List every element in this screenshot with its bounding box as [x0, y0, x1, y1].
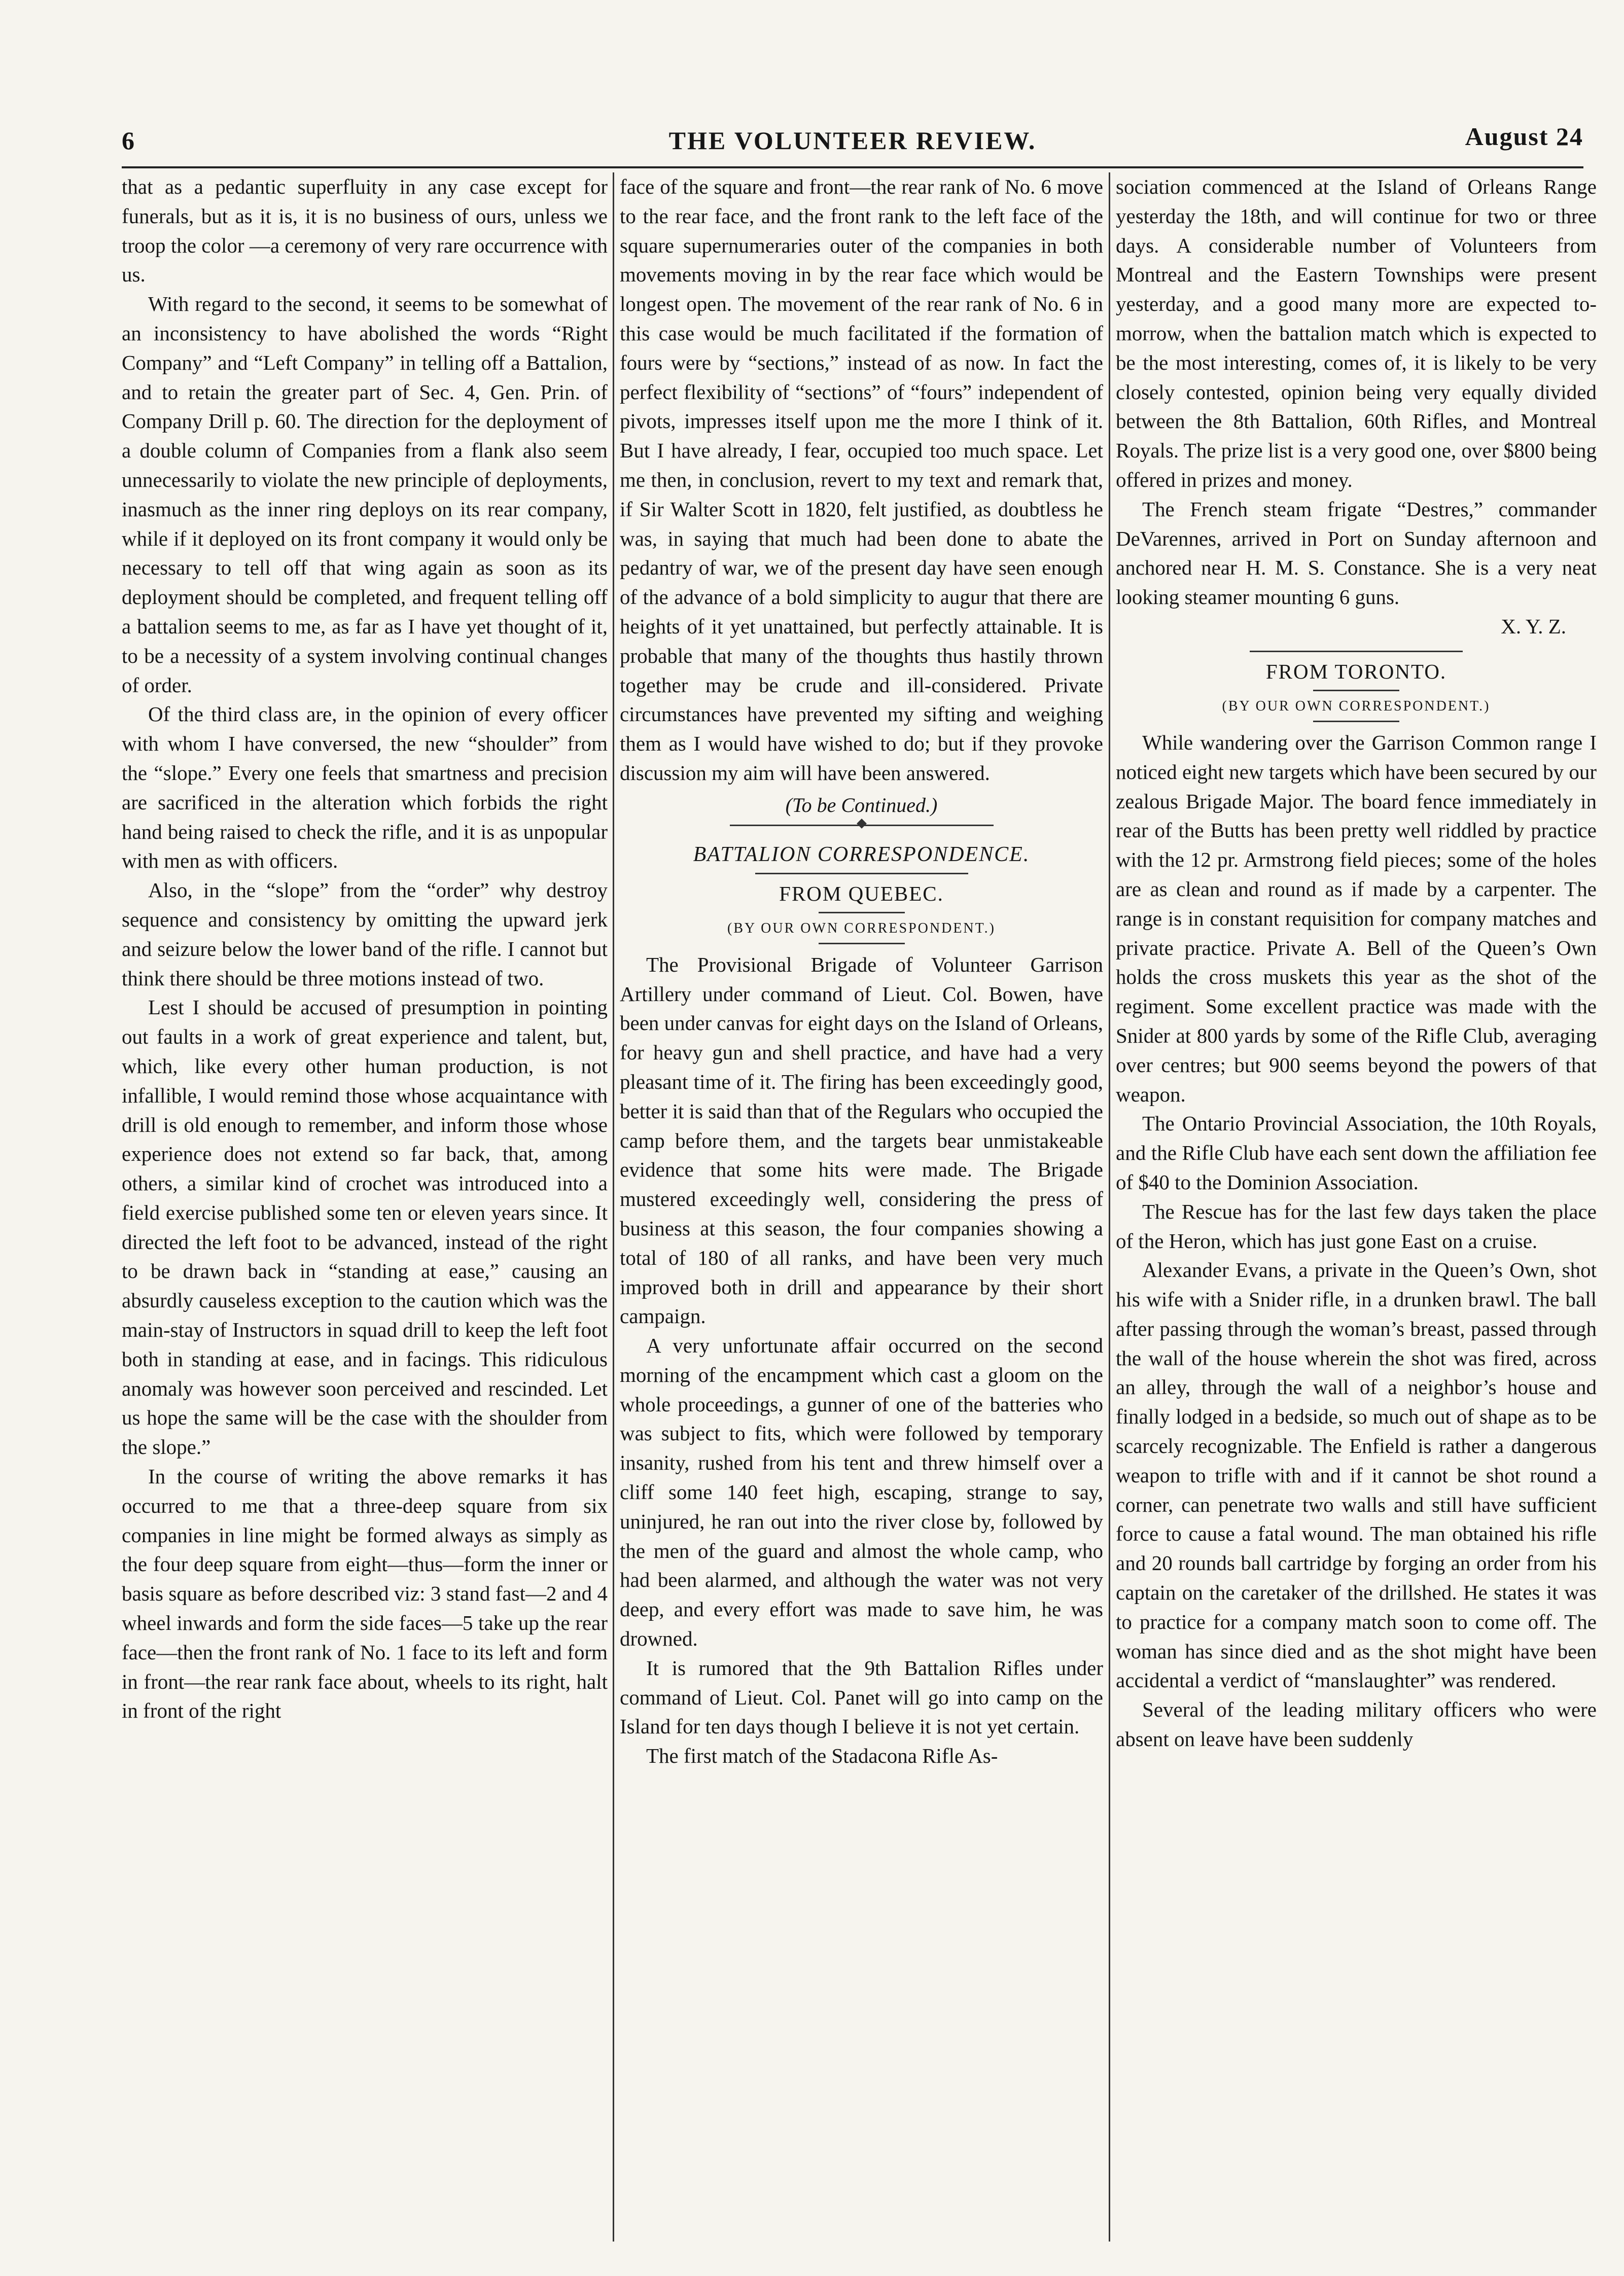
- column-2: [620, 172, 1103, 2242]
- ornamental-rule: [730, 823, 994, 827]
- byline: (BY OUR OWN CORRESPONDENT.): [1222, 698, 1491, 714]
- paragraph: A very unfortunate affair occurred on the second morning of the encampment which cast a gloom on the whole proceedings, a gunner of one of the batteries who was subject to fits, which were followed by temporary insanity, rushed from his tent and threw himself over a cliff some 140 feet high, escaping, strange to say, uninjured, he ran out into the river close by, followed by the men of the guard and almost the whole camp, who had been alarmed, and although the water was not very deep, and every effort was made to save him, he was drowned.: [620, 1334, 1103, 1651]
- section-heading: BATTALION CORRESPONDENCE.: [693, 842, 1030, 866]
- paragraph: that as a pedantic superfluity in any case except for funerals, but as it is, it is no business of ours, unless we troop the color —a ceremony of very rare occurrence with us.: [122, 175, 608, 287]
- paragraph: The Provisional Brigade of Volunteer Garrison Artillery under command of Lieut. Col. Bowen, have been under canvas for eight days on the Island of Orleans, for heavy gun and shell practice, and have had a very pleasant time of it. The firing has been exceedingly good, better it is said than that of the Regulars who occupied the camp before them, and the targets bear unmistakeable evidence that some hits were made. The Brigade mustered exceedingly well, considering the press of business at this season, the four companies showing a total of 180 of all ranks, and have been very much improved both in drill and appearance by their short campaign.: [620, 952, 1103, 1328]
- byline: (BY OUR OWN CORRESPONDENT.): [727, 920, 996, 936]
- paragraph: While wandering over the Garrison Common range I noticed eight new targets which have been secured by our zealous Brigade Major. The board fence immediately in rear of the Butts has been pretty well riddled by practice with the 12 pr. Armstrong field pieces; some of the holes are as clean and round as if made by a carpenter. The range is in constant requisition for company matches and private practice. Private A. Bell of the Queen’s Own holds the cross muskets this year as the shot of the regiment. Some excellent practice was made with the Snider at 800 yards by some of the Rifle Club, averaging over centres; but 900 seems beyond the powers of that weapon.: [1116, 730, 1597, 1106]
- paragraph: sociation commenced at the Island of Orleans Range yesterday the 18th, and will continue for two or three days. A considerable number of Volunteers from Montreal and the Eastern Townships were present yesterday, and a good many more are expected to-morrow, when the battalion match which is expected to be the most interesting, comes of, it is likely to be very closely contested, opinion being very equally divided between the 8th Battalion, 60th Rifles, and Montreal Royals. The prize list is a very good one, over $800 being offered in prizes and money.: [1116, 175, 1597, 491]
- paragraph: It is rumored that the 9th Battalion Rifles under command of Lieut. Col. Panet will go into camp on the Island for ten days though I believe it is not yet certain.: [620, 1656, 1103, 1738]
- paragraph: Also, in the “slope” from the “order” why destroy sequence and consistency by omitting the upward jerk and seizure below the lower band of the rifle. I cannot but think there should be three motions instead of two.: [122, 878, 608, 990]
- divider-rule: [819, 912, 905, 913]
- paragraph: The Rescue has for the last few days taken the place of the Heron, which has just gone East on a cruise.: [1116, 1199, 1597, 1253]
- article-heading: FROM QUEBEC.: [779, 881, 944, 905]
- page-header: [122, 122, 1583, 167]
- column-1: [122, 172, 608, 2242]
- divider-rule: [819, 943, 905, 944]
- paragraph: The first match of the Stadacona Rifle As-: [646, 1744, 998, 1768]
- divider-rule: [1313, 690, 1399, 691]
- signature: X. Y. Z.: [1501, 614, 1566, 638]
- page-number: 6: [122, 126, 134, 155]
- to-be-continued: (To be Continued.): [785, 793, 938, 816]
- column-divider: [1109, 172, 1110, 2242]
- paragraph: Several of the leading military officers who were absent on leave have been suddenly: [1116, 1698, 1597, 1751]
- divider-rule: [1250, 651, 1463, 652]
- column-divider: [613, 172, 614, 2242]
- divider-rule: [755, 873, 968, 874]
- paragraph: Alexander Evans, a private in the Queen’s Own, shot his wife with a Snider rifle, in a drunken brawl. The ball after passing through the woman’s breast, passed through the wall of the house wherein the shot was fired, across an alley, through the wall of a neighbor’s house and finally lodged in a bedside, so much out of shape as to be scarcely recognizable. The Enfield is rather a dangerous weapon to trifle with and if it cannot be shot round a corner, can penetrate two walls and still have sufficient force to cause a fatal wound. The man obtained his rifle and 20 rounds ball cartridge by forging an order from his captain on the caretaker of the drillshed. He states it was to practice for a company match soon to come off. The woman has since died and as the shot might have been accidental a verdict of “manslaughter” was rendered.: [1116, 1258, 1597, 1692]
- paragraph: The French steam frigate “Destres,” commander DeVarennes, arrived in Port on Sunday afternoon and anchored near H. M. S. Constance. She is a very neat looking steamer mounting 6 guns.: [1116, 497, 1597, 609]
- column-3: [1116, 172, 1597, 2242]
- header-rule: [122, 166, 1583, 168]
- divider-rule: [1313, 721, 1399, 722]
- publication-title: THE VOLUNTEER REVIEW.: [668, 126, 1037, 155]
- paragraph: In the course of writing the above remarks it has occurred to me that a three-deep square from six companies in line might be formed always as simply as the four deep square from eight—thus—form the inner or basis square as before described viz: 3 stand fast—2 and 4 wheel inwards and form the side faces—5 take up the rear face—then the front rank of No. 1 face to its left and form in front—the rear rank face about, wheels to its right, halt in front of the right: [122, 1465, 608, 1723]
- paragraph: face of the square and front—the rear rank of No. 6 move to the rear face, and the front rank to the left face of the square supernumeraries outer of the companies in both movements moving in by the rear face which would be longest open. The movement of the rear rank of No. 6 in this case would be much facilitated if the formation of fours were by “sections,” instead of as now. In fact the perfect flexibility of “sections” of “fours” independent of pivots, impresses itself upon me the more I think of it. But I have already, I fear, occupied too much space. Let me then, in conclusion, revert to my text and remark that, if Sir Walter Scott in 1820, felt justified, as doubtless he was, in saying that much had been done to abate the pedantry of war, we of the present day have seen enough of the advance of a bold simplicity to augur that there are heights of it yet unattained, but perfectly attainable. It is probable that many of the thoughts thus hastily thrown together may be crude and ill-considered. Private circumstances have prevented my sifting and weighing them as I would have wished to do; but if they provoke discussion my aim will have been answered.: [620, 175, 1103, 785]
- article-heading: FROM TORONTO.: [1265, 659, 1447, 683]
- paragraph: Lest I should be accused of presumption in pointing out faults in a work of great experience and talent, but, which, like every other human production, is not infallible, I would remind those whose acquaintance with drill is old enough to remember, and inform those whose experience does not extend so far back, that, among others, a similar kind of crochet was introduced into a field exercise published some ten or eleven years since. It directed the left foot to be advanced, instead of the right to be drawn back in “standing at ease,” causing an absurdly causeless exception to the caution which was the main-stay of Instructors in squad drill to keep the left foot both in standing at ease, and in facings. This ridiculous anomaly was however soon perceived and rescinded. Let us hope the same will be the case with the shoulder from the slope.”: [122, 995, 608, 1459]
- issue-date: August 24: [1465, 122, 1583, 151]
- paragraph: The Ontario Provincial Association, the 10th Royals, and the Rifle Club have each sent down the affiliation fee of $40 to the Dominion Association.: [1116, 1112, 1597, 1194]
- paragraph: With regard to the second, it seems to be somewhat of an inconsistency to have abolished the words “Right Company” and “Left Company” in telling off a Battalion, and to retain the greater part of Sec. 4, Gen. Prin. of Company Drill p. 60. The direction for the deployment of a double column of Companies from a flank also seem unnecessarily to violate the new principle of deployments, inasmuch as the inner ring deploys on its rear company, while if it deployed on its front company it would only be necessary to tell off that wing again as soon as its deployment should be completed, and frequent telling off a battalion seems to me, as far as I have yet thought of it, to be a necessity of a system involving continual changes of order.: [122, 292, 608, 697]
- paragraph: Of the third class are, in the opinion of every officer with whom I have conversed, the new “shoulder” from the “slope.” Every one feels that smartness and precision are sacrificed in the alteration which forbids the right hand being raised to check the rifle, and it is as unpopular with men as with officers.: [122, 702, 608, 873]
